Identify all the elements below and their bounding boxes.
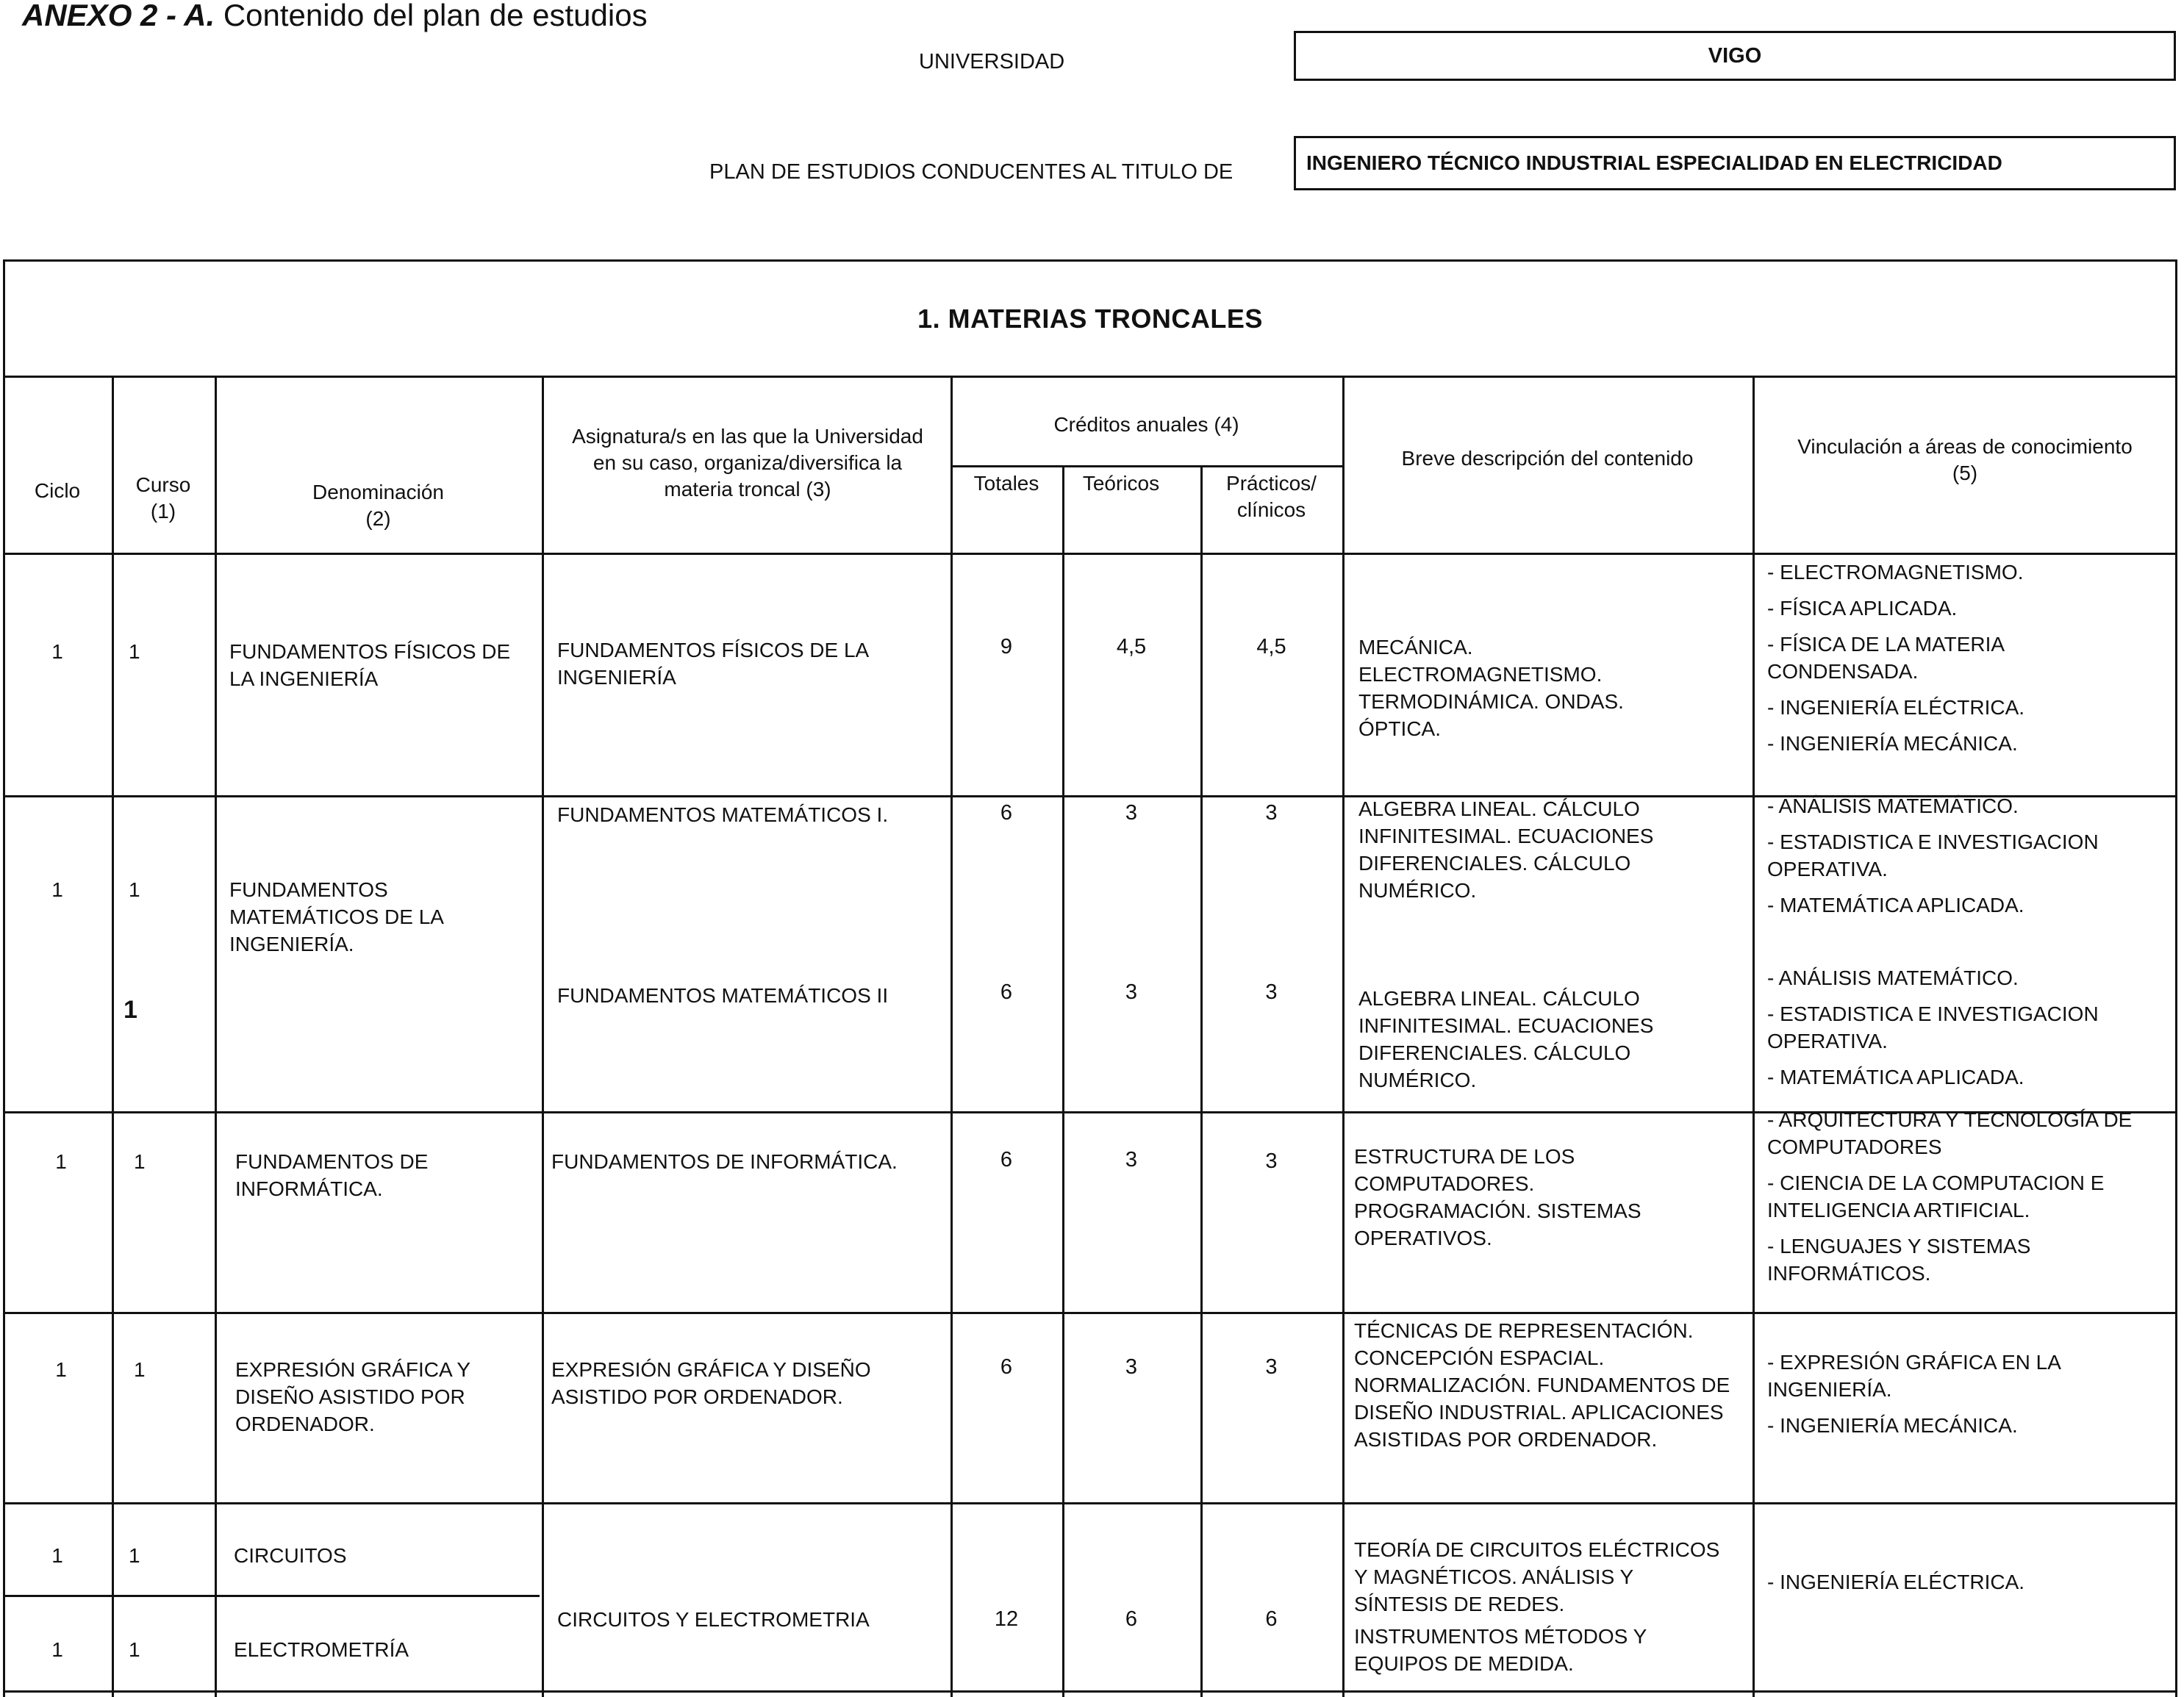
row2-denominacion: FUNDAMENTOS MATEMÁTICOS DE LA INGENIERÍA.	[229, 878, 443, 955]
col-header-ciclo: Ciclo	[34, 479, 81, 502]
col-header-asignatura: Asignatura/s en las que la Universidad en su caso, organiza/diversifica la materia troncal (3)	[572, 425, 923, 501]
row2-asignatura: FUNDAMENTOS MATEMÁTICOS I.	[557, 803, 889, 826]
rule	[950, 376, 953, 1697]
row3-practicos: 3	[1265, 1149, 1278, 1173]
row1-descripcion: MECÁNICA. ELECTROMAGNETISMO. TERMODINÁMICA. ONDAS. ÓPTICA.	[1358, 636, 1624, 740]
area-item: - INGENIERÍA ELÉCTRICA.	[1767, 1571, 2025, 1593]
row3-asignatura: FUNDAMENTOS DE INFORMÁTICA.	[551, 1150, 898, 1173]
rule	[3, 1502, 2177, 1504]
annex-title	[22, 0, 648, 31]
row3-teoricos: 3	[1125, 1148, 1138, 1172]
row2b-asignatura: FUNDAMENTOS MATEMÁTICOS II	[557, 984, 889, 1007]
row1-asignatura: FUNDAMENTOS FÍSICOS DE LA INGENIERÍA	[557, 639, 868, 689]
area-item: - LENGUAJES Y SISTEMAS INFORMÁTICOS.	[1767, 1235, 2031, 1285]
rule	[3, 1595, 540, 1597]
row5-asignatura: CIRCUITOS Y ELECTROMETRIA	[557, 1608, 870, 1631]
plan-label: PLAN DE ESTUDIOS CONDUCENTES AL TITULO DE	[709, 160, 1234, 184]
row2-totales: 6	[1000, 801, 1013, 825]
annex-prefix: ANEXO 2 - A.	[22, 0, 215, 32]
area-item: - ELECTROMAGNETISMO.	[1767, 561, 2024, 584]
row1-areas	[1767, 559, 2157, 766]
row1-curso: 1	[129, 640, 140, 663]
row4-areas	[1767, 1349, 2157, 1448]
row4-teoricos: 3	[1125, 1355, 1138, 1379]
row2-curso: 1	[129, 878, 140, 901]
col-header-creditos: Créditos anuales (4)	[1053, 413, 1239, 436]
row4-denominacion: EXPRESIÓN GRÁFICA Y DISEÑO ASISTIDO POR ORDENADOR.	[235, 1358, 470, 1435]
row4-asignatura: EXPRESIÓN GRÁFICA Y DISEÑO ASISTIDO POR ORDENADOR.	[551, 1358, 871, 1408]
universidad-label: UNIVERSIDAD	[919, 50, 1065, 73]
area-item: - FÍSICA APLICADA.	[1767, 597, 1958, 620]
area-item: - INGENIERÍA MECÁNICA.	[1767, 732, 2018, 755]
rule	[3, 376, 2177, 378]
row3-descripcion: ESTRUCTURA DE LOS COMPUTADORES. PROGRAMACIÓN. SISTEMAS OPERATIVOS.	[1354, 1145, 1641, 1249]
row5-descripcion: TEORÍA DE CIRCUITOS ELÉCTRICOS Y MAGNÉTICOS. ANÁLISIS Y SÍNTESIS DE REDES.	[1354, 1538, 1720, 1615]
row2-practicos: 3	[1265, 801, 1278, 825]
row2-curso-second: 1	[123, 996, 137, 1024]
col-header-practicos: Prácticos/ clínicos	[1226, 472, 1317, 521]
row5b-denominacion: ELECTROMETRÍA	[234, 1638, 409, 1661]
row2b-teoricos: 3	[1125, 980, 1138, 1004]
rule	[112, 376, 114, 1697]
col-header-vinculacion: Vinculación a áreas de conocimiento (5)	[1797, 435, 2133, 484]
annex-title-text: Contenido del plan de estudios	[223, 0, 648, 32]
row5-practicos: 6	[1265, 1607, 1278, 1631]
row5-denominacion: CIRCUITOS	[234, 1544, 347, 1567]
universidad-value-box: VIGO	[1294, 31, 2176, 81]
area-item: - MATEMÁTICA APLICADA.	[1767, 1066, 2024, 1088]
row4-ciclo: 1	[55, 1358, 67, 1381]
row3-denominacion: FUNDAMENTOS DE INFORMÁTICA.	[235, 1150, 429, 1200]
area-item: - ANÁLISIS MATEMÁTICO.	[1767, 966, 2019, 989]
col-header-descripcion: Breve descripción del contenido	[1401, 447, 1694, 470]
row2b-descripcion: ALGEBRA LINEAL. CÁLCULO INFINITESIMAL. ECUACIONES DIFERENCIALES. CÁLCULO NUMÉRICO.	[1358, 987, 1654, 1091]
area-item: - ESTADISTICA E INVESTIGACION OPERATIVA.	[1767, 1002, 2099, 1052]
row2-ciclo: 1	[51, 878, 63, 901]
row2-descripcion: ALGEBRA LINEAL. CÁLCULO INFINITESIMAL. ECUACIONES DIFERENCIALES. CÁLCULO NUMÉRICO.	[1358, 797, 1654, 902]
row1-teoricos: 4,5	[1116, 635, 1147, 659]
row3-ciclo: 1	[55, 1150, 67, 1173]
row2-teoricos: 3	[1125, 801, 1138, 825]
row4-descripcion: TÉCNICAS DE REPRESENTACIÓN. CONCEPCIÓN ESPACIAL. NORMALIZACIÓN. FUNDAMENTOS DE DISEÑO INDUSTRIAL. APLICACIONES ASISTIDAS POR ORDENADOR.	[1354, 1319, 1730, 1451]
area-item: - FÍSICA DE LA MATERIA CONDENSADA.	[1767, 633, 2004, 683]
area-item: - ANÁLISIS MATEMÁTICO.	[1767, 794, 2019, 817]
row1-denominacion: FUNDAMENTOS FÍSICOS DE LA INGENIERÍA	[229, 640, 511, 690]
row5b-descripcion: INSTRUMENTOS MÉTODOS Y EQUIPOS DE MEDIDA.	[1354, 1625, 1647, 1675]
col-header-totales: Totales	[973, 472, 1039, 495]
col-header-teoricos: Teóricos	[1082, 472, 1160, 495]
row2b-practicos: 3	[1265, 980, 1278, 1004]
plan-value-box: INGENIERO TÉCNICO INDUSTRIAL ESPECIALIDAD EN ELECTRICIDAD	[1294, 136, 2176, 190]
row5-totales: 12	[994, 1607, 1019, 1631]
area-item: - CIENCIA DE LA COMPUTACION E INTELIGENCIA ARTIFICIAL.	[1767, 1172, 2105, 1221]
rule	[1752, 376, 1755, 1697]
area-item: - ESTADISTICA E INVESTIGACION OPERATIVA.	[1767, 830, 2099, 880]
area-item: - ARQUITECTURA Y TECNOLOGÍA DE COMPUTADORES	[1767, 1108, 2133, 1158]
row2b-areas	[1767, 964, 2157, 1099]
row5-teoricos: 6	[1125, 1607, 1138, 1631]
row4-curso: 1	[134, 1358, 146, 1381]
area-item: - MATEMÁTICA APLICADA.	[1767, 894, 2024, 916]
row4-practicos: 3	[1265, 1355, 1278, 1379]
area-item: - EXPRESIÓN GRÁFICA EN LA INGENIERÍA.	[1767, 1351, 2061, 1401]
row4-totales: 6	[1000, 1355, 1013, 1379]
row3-curso: 1	[134, 1150, 146, 1173]
row5-areas	[1767, 1568, 2157, 1604]
rule	[950, 465, 1342, 467]
row5-ciclo: 1	[51, 1544, 63, 1567]
row2b-totales: 6	[1000, 980, 1013, 1004]
area-item: - INGENIERÍA MECÁNICA.	[1767, 1414, 2018, 1437]
area-item: - INGENIERÍA ELÉCTRICA.	[1767, 696, 2025, 719]
row3-areas	[1767, 1106, 2157, 1296]
row1-practicos: 4,5	[1256, 635, 1286, 659]
rule	[3, 553, 2177, 555]
rule	[215, 376, 217, 1697]
row1-totales: 9	[1000, 635, 1013, 659]
rule	[3, 1690, 2177, 1693]
rule	[542, 376, 544, 1697]
col-header-denominacion: Denominación (2)	[312, 481, 444, 530]
rule	[3, 1312, 2177, 1314]
row3-totales: 6	[1000, 1148, 1013, 1172]
rule	[1342, 376, 1345, 1697]
col-header-curso: Curso (1)	[135, 473, 191, 523]
row5-curso: 1	[129, 1544, 140, 1567]
row1-ciclo: 1	[51, 640, 63, 663]
section-title: 1. MATERIAS TRONCALES	[917, 303, 1263, 334]
row2-areas	[1767, 792, 2157, 928]
row5b-curso: 1	[129, 1638, 140, 1661]
row5b-ciclo: 1	[51, 1638, 63, 1661]
